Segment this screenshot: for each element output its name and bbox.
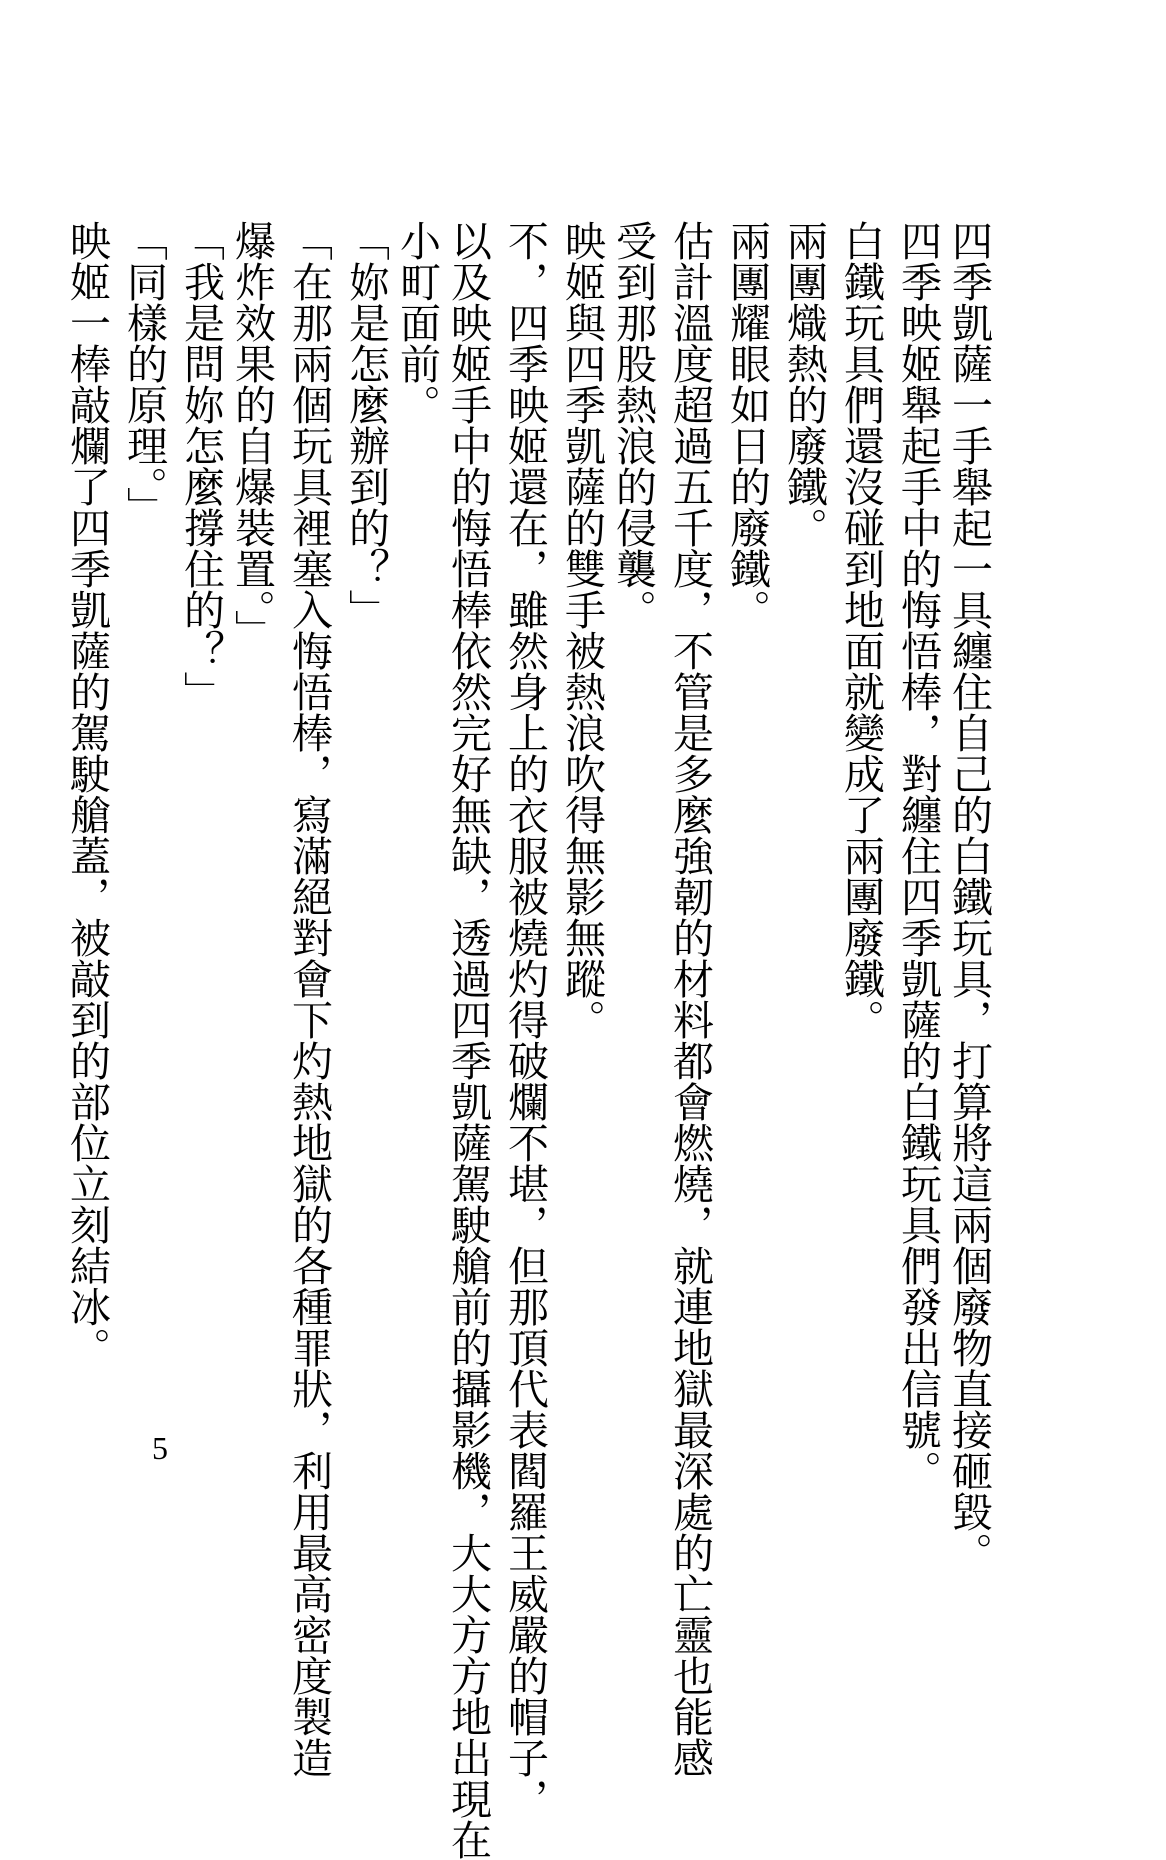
text-column: 估計溫度超過五千度，不管是多麼強韌的材料都會燃燒，就連地獄最深處的亡靈也能感	[666, 220, 714, 1778]
text-column: 受到那股熱浪的侵襲。	[609, 220, 657, 630]
text-column: 四季映姬舉起手中的悔悟棒，對纏住四季凱薩的白鐵玩具們發出信號。	[894, 220, 942, 1491]
text-column: 白鐵玩具們還沒碰到地面就變成了兩團廢鐵。	[837, 220, 885, 1040]
vertical-text-body	[55, 220, 994, 1860]
text-column: 兩團耀眼如日的廢鐵。	[723, 220, 771, 630]
text-column: 爆炸效果的自爆裝置。」	[228, 220, 276, 651]
text-column: 「妳是怎麼辦到的？」	[342, 220, 390, 630]
text-column: 「同樣的原理。」	[120, 220, 168, 528]
text-column: 映姬一棒敲爛了四季凱薩的駕駛艙蓋，被敲到的部位立刻結冰。	[63, 220, 111, 1368]
text-column: 小町面前。	[393, 220, 441, 425]
text-column: 映姬與四季凱薩的雙手被熱浪吹得無影無蹤。	[558, 220, 606, 1040]
text-column: 「在那兩個玩具裡塞入悔悟棒，寫滿絕對會下灼熱地獄的各種罪狀，利用最高密度製造	[285, 220, 333, 1778]
text-column: 四季凱薩一手舉起一具纏住自己的白鐵玩具，打算將這兩個廢物直接砸毀。	[945, 220, 993, 1573]
text-column: 以及映姬手中的悔悟棒依然完好無缺，透過四季凱薩駕駛艙前的攝影機，大大方方地出現在	[444, 220, 492, 1860]
page-number: 5	[152, 1430, 168, 1466]
text-column: 「我是問妳怎麼撐住的？」	[177, 220, 225, 712]
text-column: 不，四季映姬還在，雖然身上的衣服被燒灼得破爛不堪，但那頂代表閻羅王威嚴的帽子，	[501, 220, 549, 1819]
text-column: 兩團熾熱的廢鐵。	[780, 220, 828, 548]
